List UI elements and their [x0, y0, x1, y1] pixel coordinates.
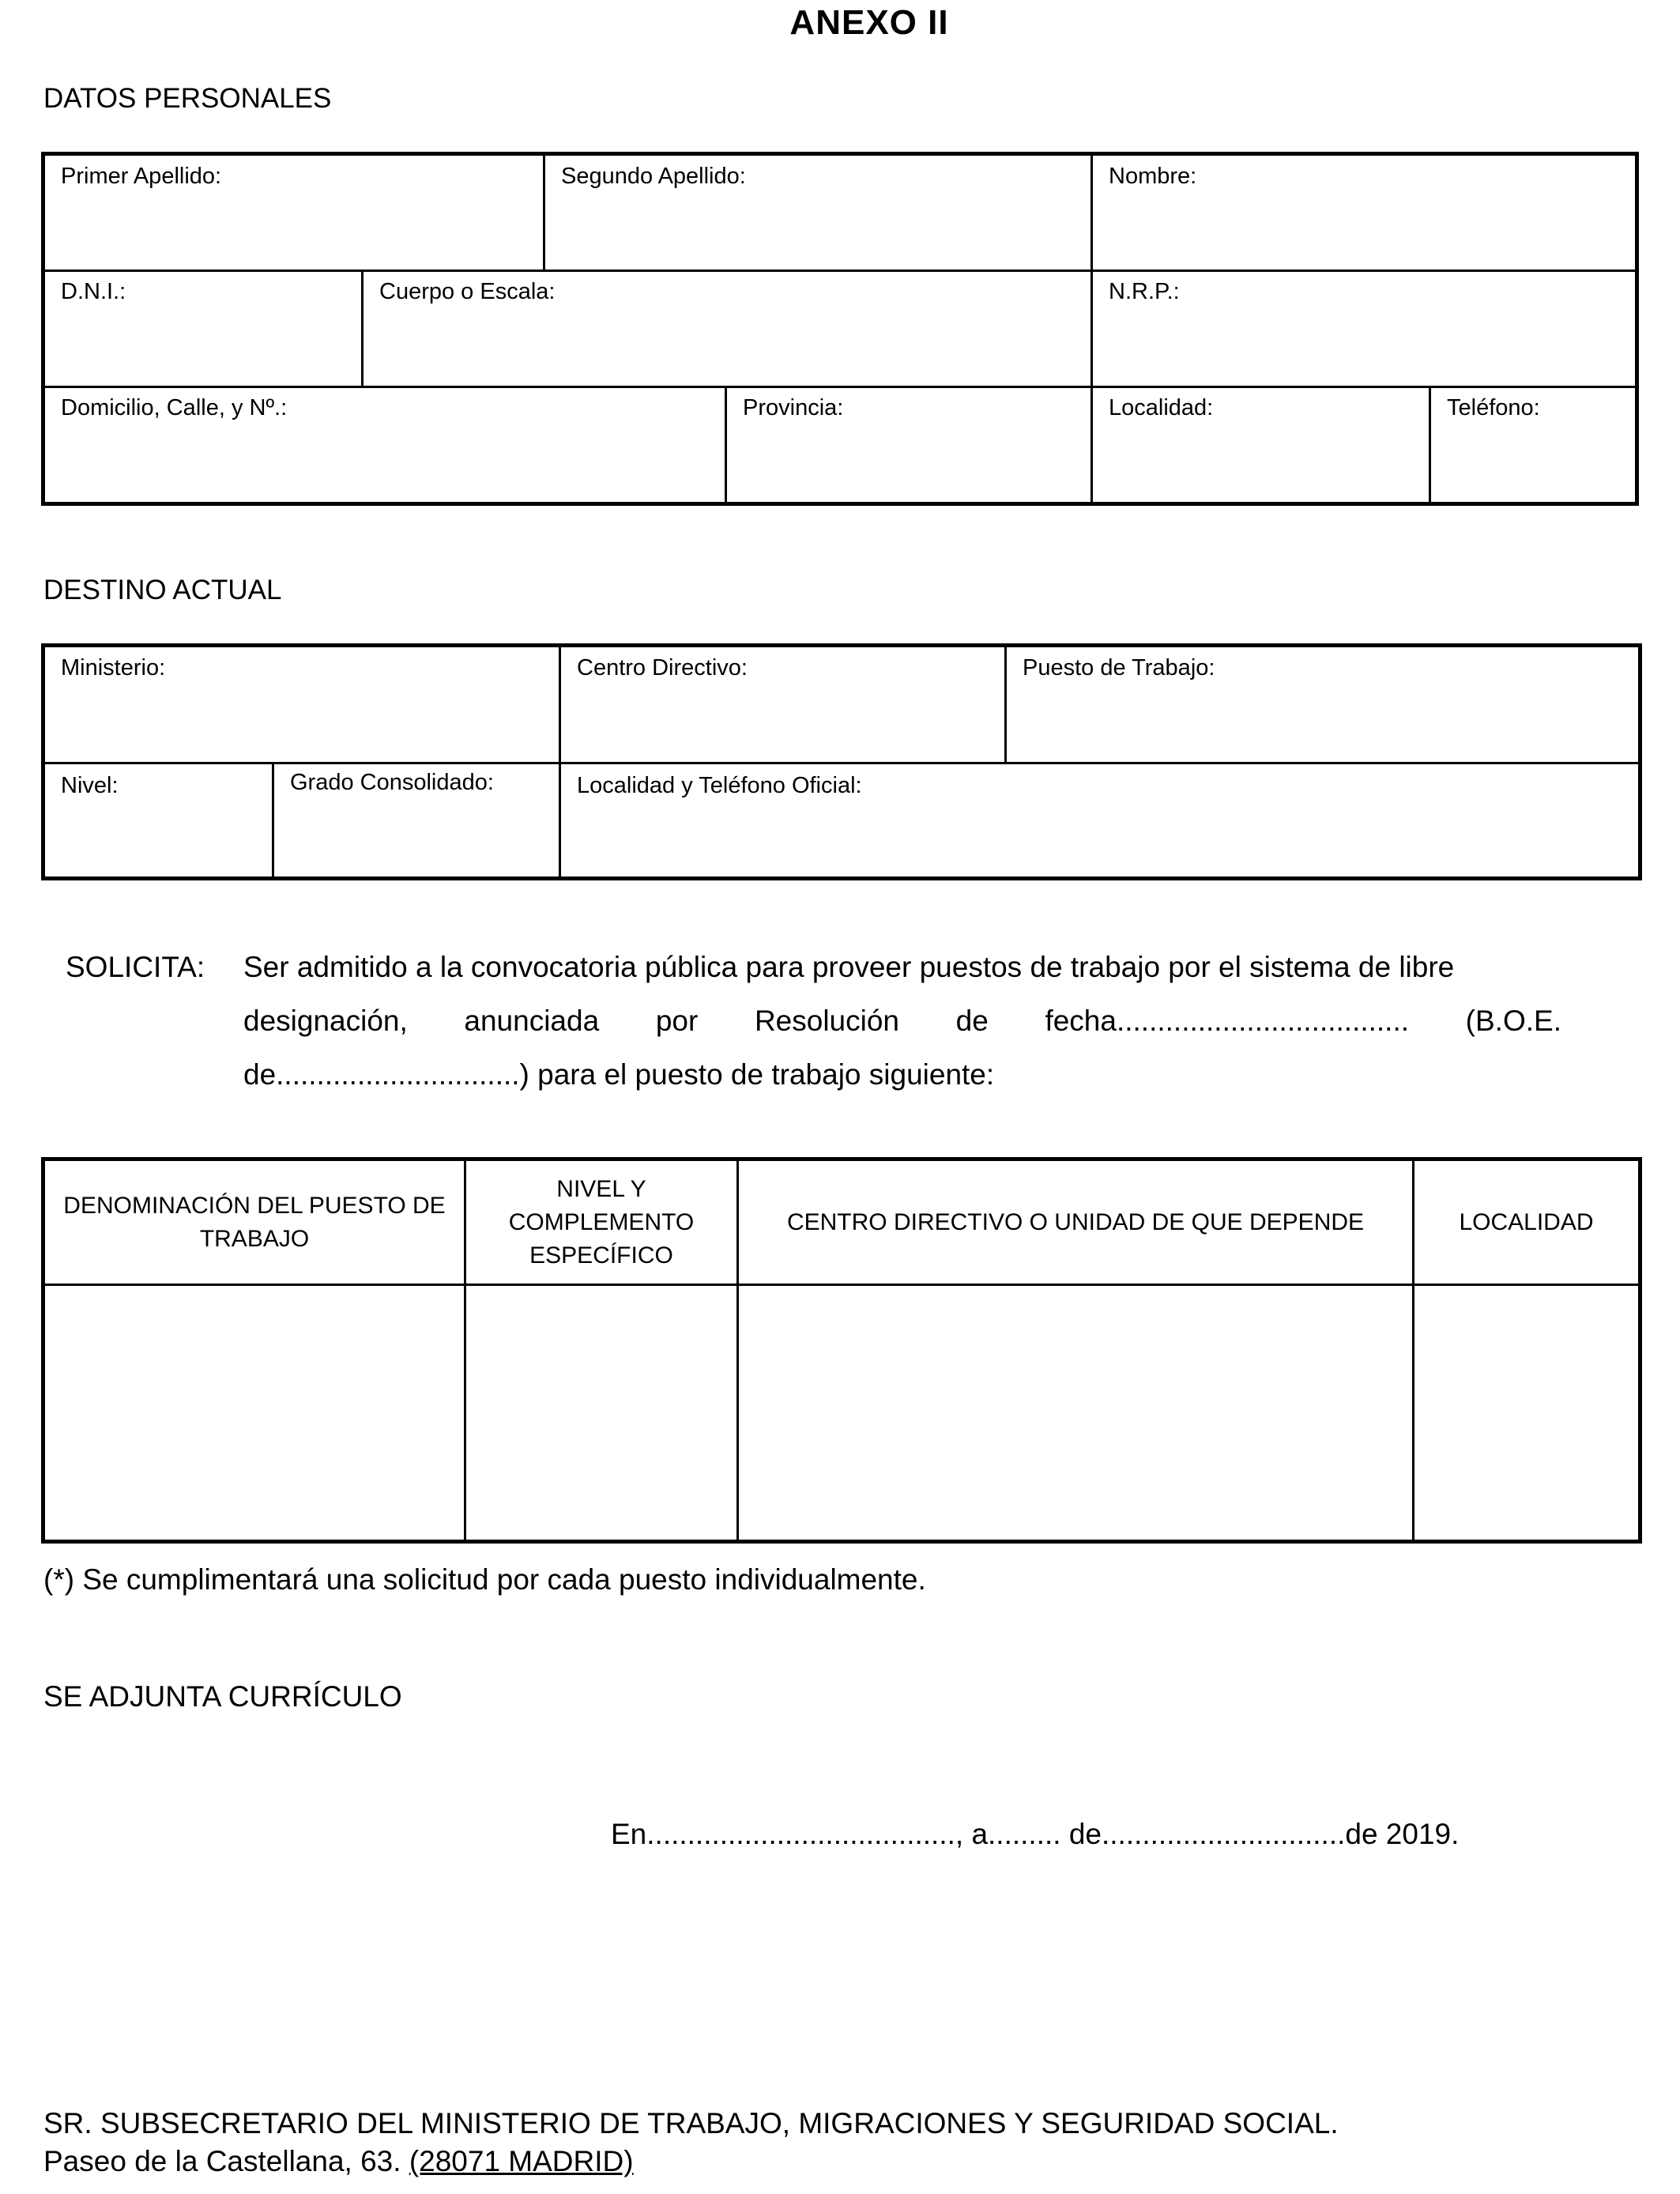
attachment-line: SE ADJUNTA CURRÍCULO: [43, 1680, 402, 1713]
provincia-field[interactable]: Provincia:: [743, 395, 844, 420]
date-place-line: En......................................, a......... de..............................de 2019.: [611, 1818, 1460, 1850]
personal-data-table: [41, 152, 1639, 506]
header-centro-directivo: CENTRO DIRECTIVO O UNIDAD DE QUE DEPENDE: [786, 1208, 1365, 1235]
nivel-input-cell[interactable]: [466, 1286, 736, 1540]
current-post-heading: DESTINO ACTUAL: [43, 575, 282, 605]
localidad-telefono-oficial-field[interactable]: Localidad y Teléfono Oficial:: [577, 773, 862, 798]
localidad-field[interactable]: Localidad:: [1109, 395, 1214, 420]
addressee: SR. SUBSECRETARIO DEL MINISTERIO DE TRABAJO, MIGRACIONES Y SEGURIDAD SOCIAL.: [43, 2107, 1339, 2139]
solicita-word: designación,: [243, 1005, 408, 1037]
solicita-word: anunciada: [464, 1005, 600, 1037]
footnote: (*) Se cumplimentará una solicitud por cada puesto individualmente.: [43, 1563, 926, 1596]
document-title: ANEXO II: [789, 3, 949, 42]
nrp-field[interactable]: N.R.P.:: [1109, 279, 1180, 304]
denominacion-input-cell[interactable]: [45, 1286, 464, 1540]
positions-table: [41, 1157, 1642, 1544]
nombre-field[interactable]: Nombre:: [1109, 164, 1197, 189]
grado-consolidado-field[interactable]: Grado Consolidado:: [290, 770, 494, 795]
solicita-line-3: de..............................) para el puesto de trabajo siguiente:: [243, 1058, 995, 1091]
solicita-word: fecha....................................: [1045, 1005, 1410, 1037]
header-denominacion: DENOMINACIÓN DEL PUESTO DE TRABAJO: [63, 1192, 446, 1252]
header-localidad: LOCALIDAD: [1459, 1208, 1594, 1235]
solicita-word: (B.O.E.: [1465, 1005, 1561, 1037]
address-postcode: (28071 MADRID): [409, 2145, 634, 2177]
solicita-label: SOLICITA:: [66, 951, 205, 983]
current-post-table: [41, 643, 1642, 880]
localidad-input-cell[interactable]: [1414, 1286, 1638, 1540]
nivel-field[interactable]: Nivel:: [61, 773, 119, 798]
solicita-line-1: Ser admitido a la convocatoria pública para proveer puestos de trabajo por el sistema de libre: [243, 951, 1455, 983]
solicita-line-2: [243, 994, 1561, 1048]
solicita-paragraph: [243, 941, 1561, 1102]
cuerpo-escala-field[interactable]: Cuerpo o Escala:: [379, 279, 556, 304]
personal-data-heading: DATOS PERSONALES: [43, 83, 332, 114]
centro-input-cell[interactable]: [739, 1286, 1412, 1540]
solicita-word: por: [655, 1005, 699, 1037]
ministerio-field[interactable]: Ministerio:: [61, 655, 166, 680]
header-nivel-complemento: NIVEL Y COMPLEMENTO ESPECÍFICO: [508, 1175, 695, 1269]
solicita-word: Resolución: [754, 1005, 899, 1037]
segundo-apellido-field[interactable]: Segundo Apellido:: [561, 164, 746, 189]
puesto-trabajo-field[interactable]: Puesto de Trabajo:: [1023, 655, 1215, 680]
address-line: [43, 2145, 634, 2178]
telefono-field[interactable]: Teléfono:: [1447, 395, 1540, 420]
centro-directivo-field[interactable]: Centro Directivo:: [577, 655, 748, 680]
domicilio-field[interactable]: Domicilio, Calle, y Nº.:: [61, 395, 288, 420]
dni-field[interactable]: D.N.I.:: [61, 279, 126, 304]
primer-apellido-field[interactable]: Primer Apellido:: [61, 164, 222, 189]
address-street: Paseo de la Castellana, 63.: [43, 2145, 409, 2177]
solicita-word: de: [955, 1005, 989, 1037]
